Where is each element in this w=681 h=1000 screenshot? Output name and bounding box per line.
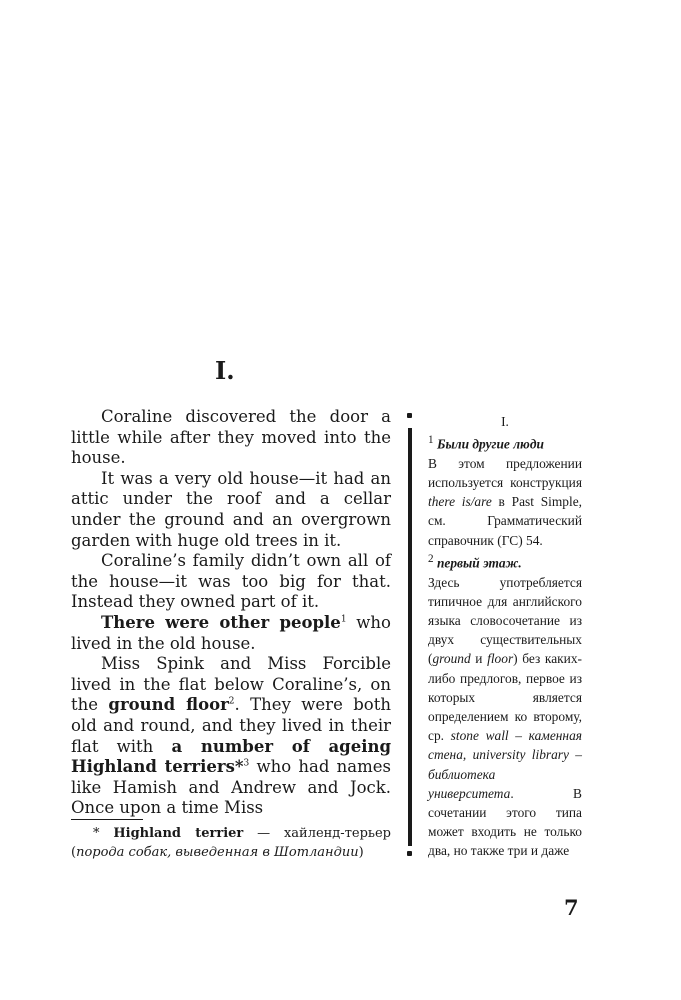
footnote-term: Highland terrier [113, 826, 244, 841]
highlighted-phrase: ground floor [108, 695, 229, 715]
note-2-body: Здесь употребляется типичное для английского языка словосочетание из двух существительных (ground и floor) без каких-либо предлогов, первое из которых является определением ко второму, ср. stone wall – каменная стена, university library – библиотека университета. В сочетании этого типа может входить не только два, но также три и даже [428, 574, 582, 859]
sidebar-divider [408, 428, 412, 846]
note-1-body: В этом предложении используется конструкция there is/are в Past Simple, см. Грамматический справочник (ГС) 54. [428, 455, 582, 548]
note-1: $^1$ Были другие люди [428, 434, 544, 452]
main-text [71, 407, 391, 819]
footnote-rule [71, 819, 143, 820]
note-marker: 3 [243, 758, 250, 769]
footnote: * Highland terrier — хайленд-терьер (порода собак, выведенная в Шотландии) [71, 826, 392, 860]
chapter-title: I. [215, 356, 235, 385]
note-marker: 1 [340, 614, 347, 625]
sidebar-heading: I. [501, 414, 509, 429]
note-2: $^2$ первый этаж. [428, 552, 522, 571]
paragraph: Coraline’s family didn’t own all of the house—it was too big for that. Instead they owned part of it. [71, 551, 391, 612]
paragraph: It was a very old house—it had an attic under the roof and a cellar under the ground and an overgrown garden with huge old trees in it. [71, 468, 391, 550]
page-number: 7 [564, 895, 579, 920]
paragraph: Miss Spink and Miss Forcible lived in the flat below Coraline’s, on the ground floor$^2$. They were both old and round, and they lived in their flat with a number of ageing Highland terriers*$^3$ who had names like Hamish and Andrew and Jock. Once upon a time Miss [71, 654, 391, 818]
note-marker: 2 [228, 696, 235, 707]
divider-dot [407, 851, 412, 856]
commentary-sidebar [428, 412, 582, 861]
divider-dot [407, 413, 412, 418]
paragraph: Coraline discovered the door a little while after they moved into the house. [71, 407, 391, 468]
highlighted-phrase: a number of ageing Highland terriers* [71, 736, 391, 777]
paragraph: There were other people$^1$ who lived in the old house. [71, 612, 391, 653]
note-header: Были другие люди [436, 436, 544, 452]
note-header: первый этаж. [436, 555, 522, 571]
highlighted-phrase: There were other people [101, 612, 341, 632]
